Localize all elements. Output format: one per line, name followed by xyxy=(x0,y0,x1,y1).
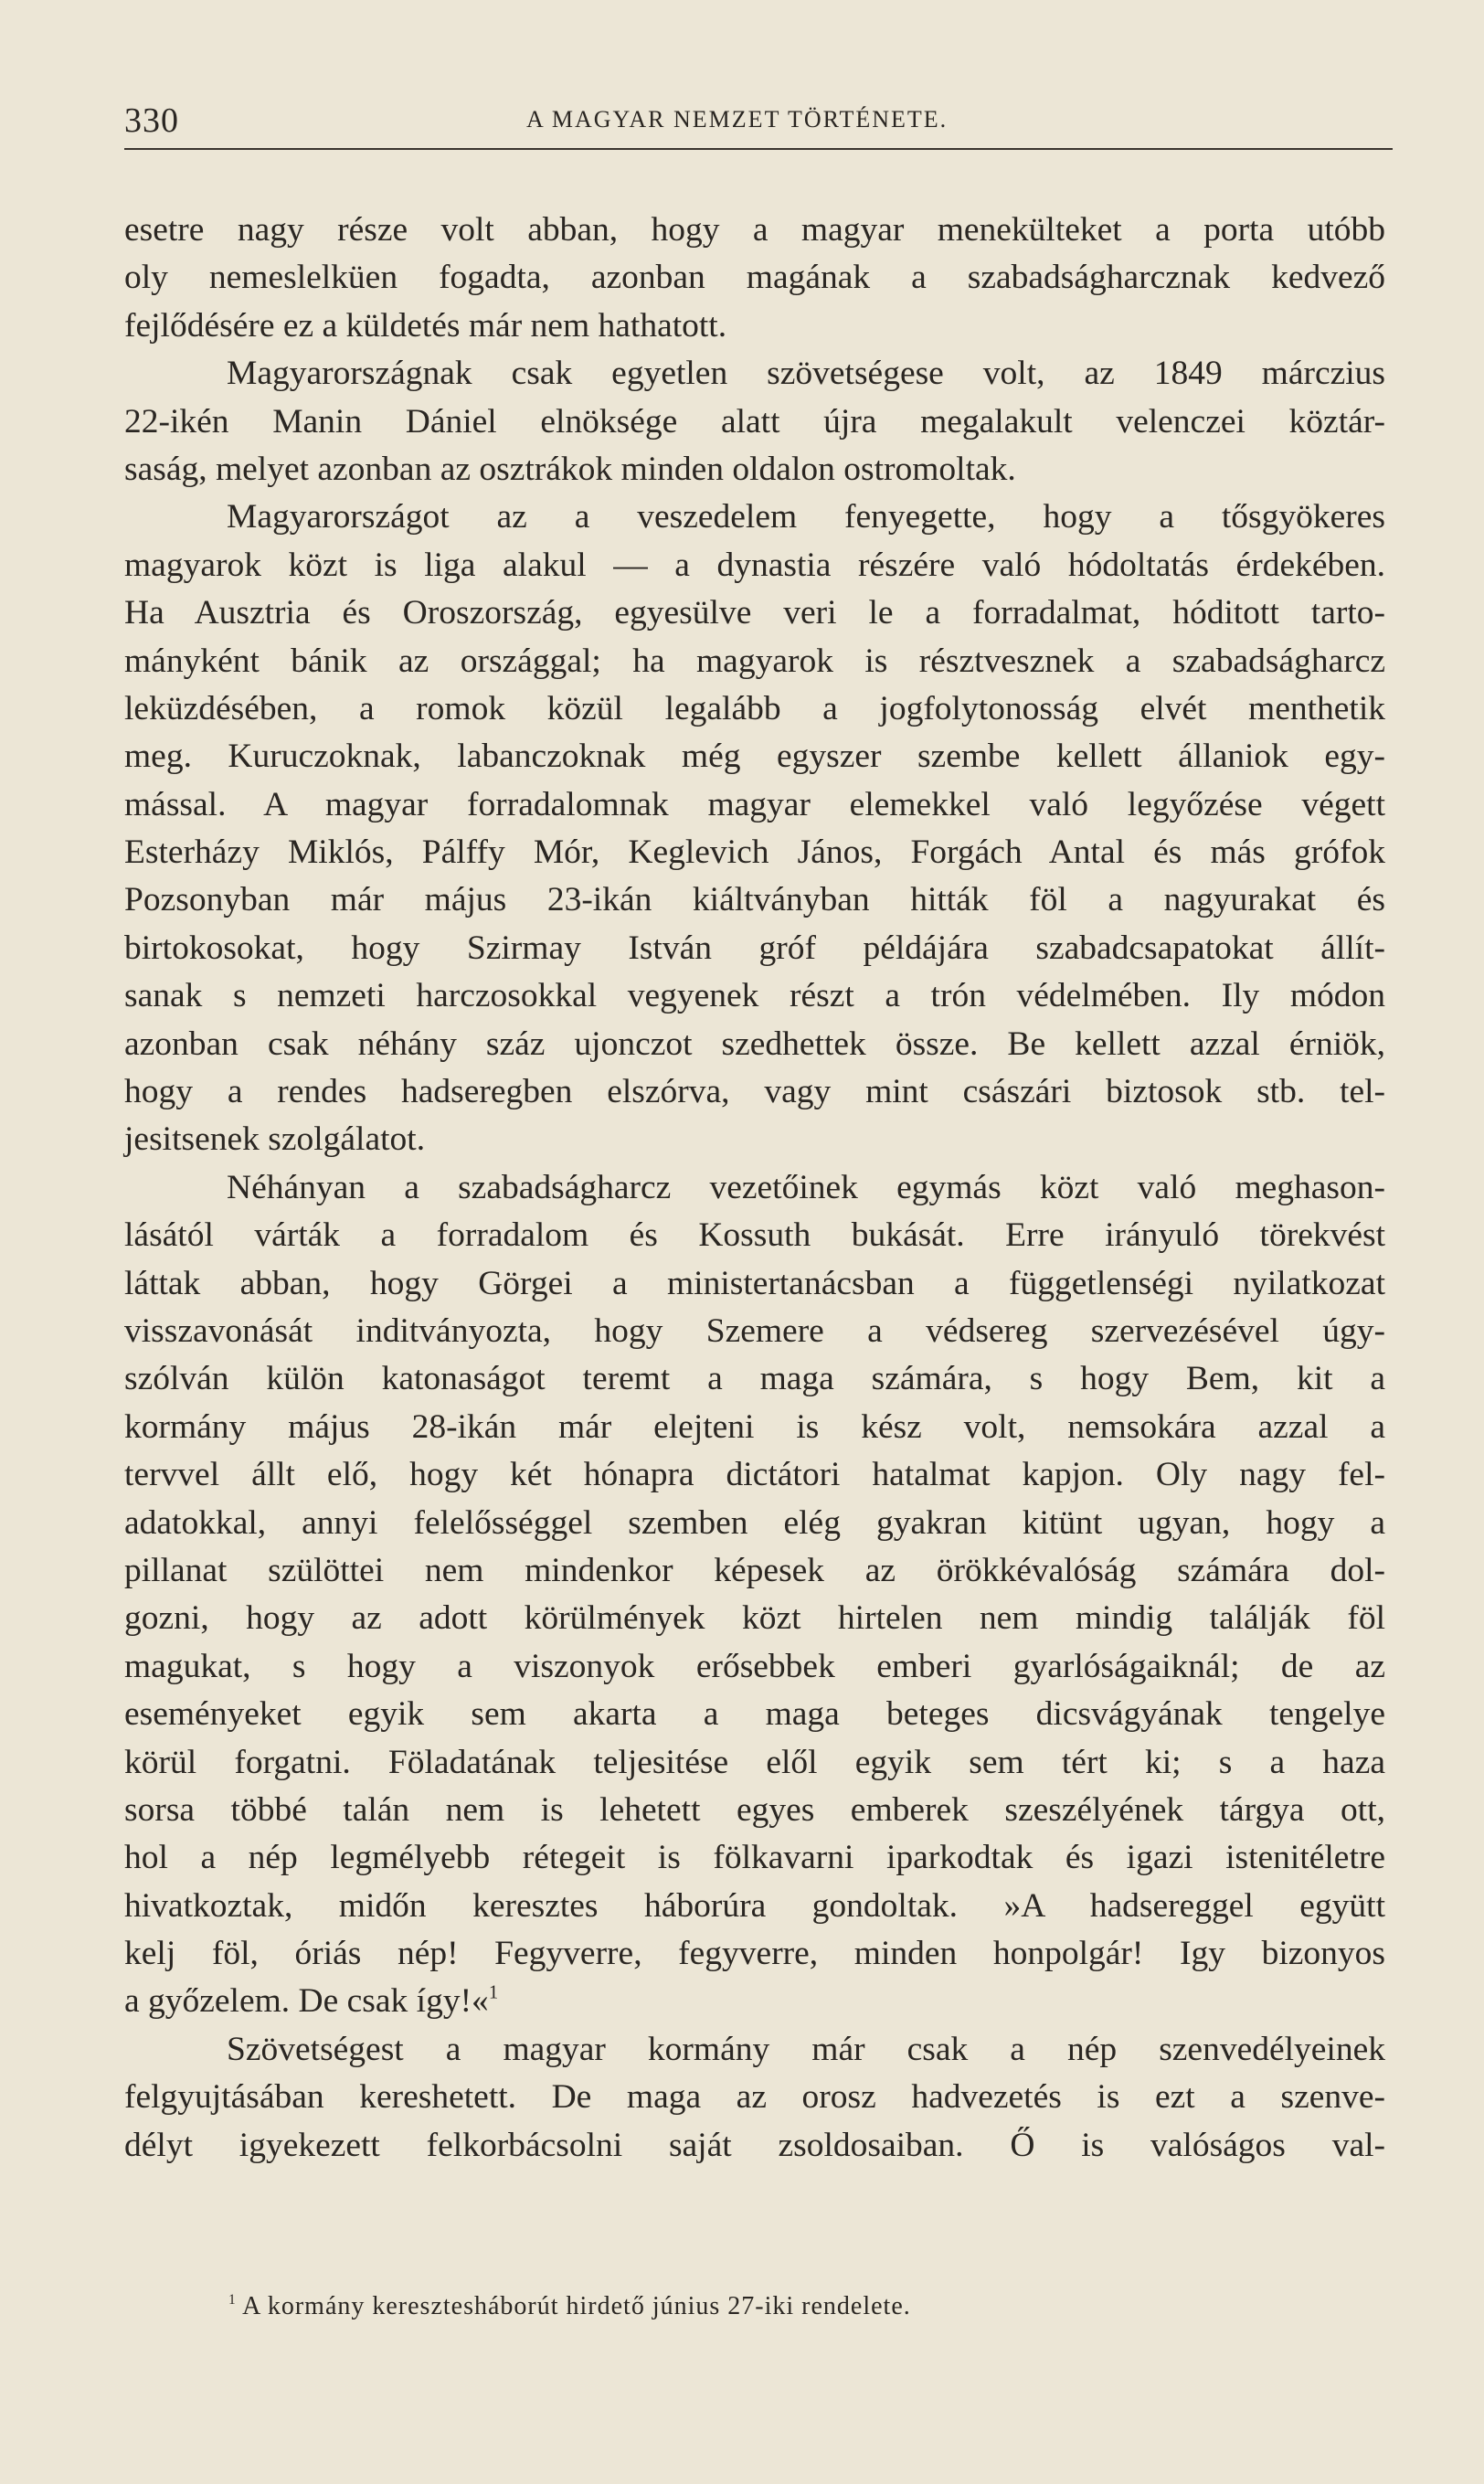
text-line-with-footnote-ref xyxy=(124,1978,1385,2025)
text-line: esetre nagy része volt abban, hogy a magyar menekülteket a porta utóbb xyxy=(124,211,1385,249)
text-line: jesitsenek szolgálatot. xyxy=(124,1120,426,1159)
text-line: Szövetségest a magyar kormány már csak a nép szenvedélyeinek xyxy=(227,2030,1385,2068)
text-line: Néhányan a szabadságharcz vezetőinek egymás közt való meghason- xyxy=(227,1168,1385,1206)
page-header xyxy=(124,95,1393,150)
running-title: A MAGYAR NEMZET TÖRTÉNETE. xyxy=(526,106,949,133)
text-line: kelj föl, óriás nép! Fegyverre, fegyverre, minden honpolgár! Igy bizonyos xyxy=(124,1935,1385,1973)
text-line: lásától várták a forradalom és Kossuth bukását. Erre irányuló törekvést xyxy=(124,1216,1385,1255)
text-line: Magyarországnak csak egyetlen szövetségese volt, az 1849 márczius xyxy=(227,355,1385,393)
footnote xyxy=(228,2292,911,2321)
text-line: magyarok közt is liga alakul — a dynastia részére való hódoltatás érdekében. xyxy=(124,546,1385,584)
text-line: a győzelem. De csak így!« xyxy=(124,1982,489,2021)
text-line: szólván külön katonaságot teremt a maga számára, s hogy Bem, kit a xyxy=(124,1360,1385,1398)
text-line: pillanat szülöttei nem mindenkor képesek az örökkévalóság számára dol- xyxy=(124,1551,1385,1589)
text-line: sanak s nemzeti harczosokkal vegyenek részt a trón védelmében. Ily módon xyxy=(124,977,1385,1015)
header-rule xyxy=(124,148,1393,150)
text-line: felgyujtásában kereshetett. De maga az orosz hadvezetés is ezt a szenve- xyxy=(124,2078,1385,2117)
text-line: kormány május 28-ikán már elejteni is kész volt, nemsokára azzal a xyxy=(124,1407,1385,1446)
text-line: magukat, s hogy a viszonyok erősebbek emberi gyarlóságaiknál; de az xyxy=(124,1647,1385,1685)
text-line: hivatkoztak, midőn keresztes háborúra gondoltak. »A hadsereggel együtt xyxy=(124,1886,1385,1925)
text-line: Magyarországot az a veszedelem fenyegette, hogy a tősgyökeres xyxy=(227,498,1385,536)
page-number: 330 xyxy=(124,101,179,140)
text-line: oly nemeslelküen fogadta, azonban magának a szabadságharcznak kedvező xyxy=(124,259,1385,297)
text-line: eseményeket egyik sem akarta a maga beteges dicsvágyának tengelye xyxy=(124,1695,1385,1734)
text-line: visszavonását inditványozta, hogy Szemere a védsereg szervezésével úgy- xyxy=(124,1311,1385,1350)
text-line: fejlődésére ez a küldetés már nem hathatott. xyxy=(124,306,727,345)
body-text xyxy=(124,207,1385,2170)
text-line: meg. Kuruczoknak, labanczoknak még egyszer szembe kellett állaniok egy- xyxy=(124,738,1385,776)
footnote-text: A kormány keresztesháborút hirdető június 27-iki rendelete. xyxy=(242,2292,911,2320)
text-line: adatokkal, annyi felelősséggel szemben elég gyakran kitünt ugyan, hogy a xyxy=(124,1503,1385,1542)
text-line: Esterházy Miklós, Pálffy Mór, Keglevich János, Forgách Antal és más grófok xyxy=(124,833,1385,872)
text-line: mányként bánik az országgal; ha magyarok is résztvesznek a szabadságharcz xyxy=(124,642,1385,680)
text-line: leküzdésében, a romok közül legalább a jogfolytonosság elvét menthetik xyxy=(124,689,1385,727)
text-line: saság, melyet azonban az osztrákok minden oldalon ostromoltak. xyxy=(124,450,1016,488)
text-line: Pozsonyban már május 23-ikán kiáltványban hitták föl a nagyurakat és xyxy=(124,881,1385,919)
text-line: láttak abban, hogy Görgei a ministertanácsban a függetlenségi nyilatkozat xyxy=(124,1264,1385,1302)
text-line: azonban csak néhány száz ujonczot szedhettek össze. Be kellett azzal érniök, xyxy=(124,1024,1385,1063)
text-line: hogy a rendes hadseregben elszórva, vagy mint császári biztosok stb. tel- xyxy=(124,1073,1385,1111)
text-line: birtokosokat, hogy Szirmay István gróf példájára szabadcsapatokat állít- xyxy=(124,929,1385,967)
text-line: hol a nép legmélyebb rétegeit is fölkavarni iparkodtak és igazi istenitéletre xyxy=(124,1839,1385,1877)
text-line: gozni, hogy az adott körülmények közt hirtelen nem mindig találják föl xyxy=(124,1599,1385,1638)
text-line: 22-ikén Manin Dániel elnöksége alatt újra megalakult velenczei köztár- xyxy=(124,402,1385,441)
text-line: Ha Ausztria és Oroszország, egyesülve veri le a forradalmat, hóditott tarto- xyxy=(124,594,1385,632)
text-line: sorsa többé talán nem is lehetett egyes emberek szeszélyének tárgya ott, xyxy=(124,1790,1385,1829)
text-line: mással. A magyar forradalomnak magyar elemekkel való legyőzése végett xyxy=(124,785,1385,823)
text-line: tervvel állt elő, hogy két hónapra dictátori hatalmat kapjon. Oly nagy fel- xyxy=(124,1456,1385,1494)
footnote-reference: 1 xyxy=(488,1983,499,2004)
text-line: délyt igyekezett felkorbácsolni saját zsoldosaiban. Ő is valóságos val- xyxy=(124,2126,1385,2164)
text-line: körül forgatni. Föladatának teljesitése elől egyik sem tért ki; s a haza xyxy=(124,1743,1385,1781)
footnote-marker: 1 xyxy=(228,2292,237,2309)
